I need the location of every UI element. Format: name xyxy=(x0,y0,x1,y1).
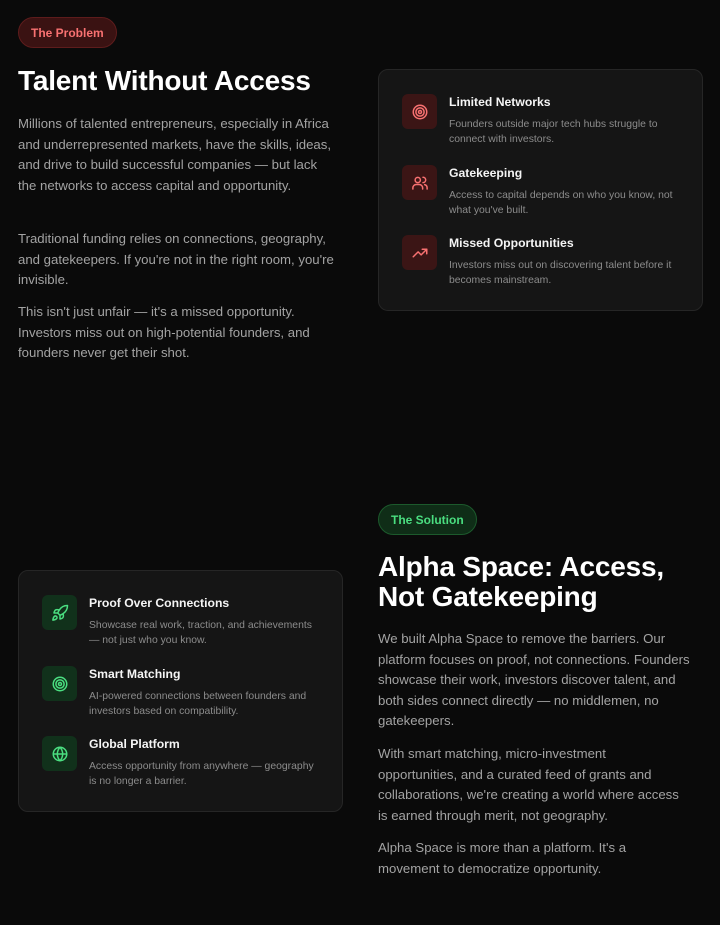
problem-features-card xyxy=(378,69,703,311)
trending-up-icon xyxy=(402,235,437,270)
feature-title: Gatekeeping xyxy=(449,166,523,180)
solution-paragraph-1: We built Alpha Space to remove the barriers. Our platform focuses on proof, not connections. Founders showcase their work, investors discover talent, and both sides connect directly — no middlemen, no gatekeepers. xyxy=(378,631,690,729)
feature-description: Investors miss out on discovering talent before it becomes mainstream. xyxy=(449,260,672,286)
feature-gatekeeping xyxy=(402,165,684,225)
solution-title-line-2: Not Gatekeeping xyxy=(378,581,598,612)
problem-paragraph-1: Millions of talented entrepreneurs, especially in Africa and underrepresented markets, have the skills, ideas, and drive to build successful companies — but lack the networks to access capital and opportunity. xyxy=(18,116,332,193)
feature-description: Access opportunity from anywhere — geography is no longer a barrier. xyxy=(89,761,314,787)
feature-missed-opportunities xyxy=(402,235,684,295)
feature-limited-networks xyxy=(402,94,684,154)
problem-badge: The Problem xyxy=(18,17,117,48)
solution-paragraph-2: With smart matching, micro-investment opportunities, and a curated feed of grants and collaborations, we're creating a world where access is earned through merit, not geography. xyxy=(378,746,679,823)
feature-proof-over-connections xyxy=(42,595,324,655)
feature-description: Founders outside major tech hubs struggle to connect with investors. xyxy=(449,119,658,145)
globe-icon xyxy=(42,736,77,771)
feature-description: Access to capital depends on who you know, not what you've built. xyxy=(449,190,673,216)
solution-badge: The Solution xyxy=(378,504,477,535)
feature-global-platform xyxy=(42,736,324,796)
solution-title xyxy=(378,552,664,612)
rocket-icon xyxy=(42,595,77,630)
feature-title: Proof Over Connections xyxy=(89,596,230,610)
solution-paragraph-3: Alpha Space is more than a platform. It's a movement to democratize opportunity. xyxy=(378,840,627,876)
feature-smart-matching xyxy=(42,666,324,726)
solution-title-line-1: Alpha Space: Access, xyxy=(378,551,664,582)
feature-description: AI-powered connections between founders and investors based on compatibility. xyxy=(89,691,307,717)
problem-title: Talent Without Access xyxy=(18,65,311,96)
problem-paragraph-2: Traditional funding relies on connections, geography, and gatekeepers. If you're not in the right room, you're invisible. xyxy=(18,231,334,288)
solution-features-card xyxy=(18,570,343,812)
target-icon xyxy=(42,666,77,701)
feature-title: Smart Matching xyxy=(89,667,181,681)
feature-title: Limited Networks xyxy=(449,95,551,109)
target-icon xyxy=(402,94,437,129)
feature-title: Missed Opportunities xyxy=(449,236,574,250)
feature-title: Global Platform xyxy=(89,737,180,751)
problem-paragraph-3: This isn't just unfair — it's a missed opportunity. Investors miss out on high-potential founders, and founders never get their shot. xyxy=(18,304,310,361)
feature-description: Showcase real work, traction, and achievements — not just who you know. xyxy=(89,620,312,646)
users-icon xyxy=(402,165,437,200)
